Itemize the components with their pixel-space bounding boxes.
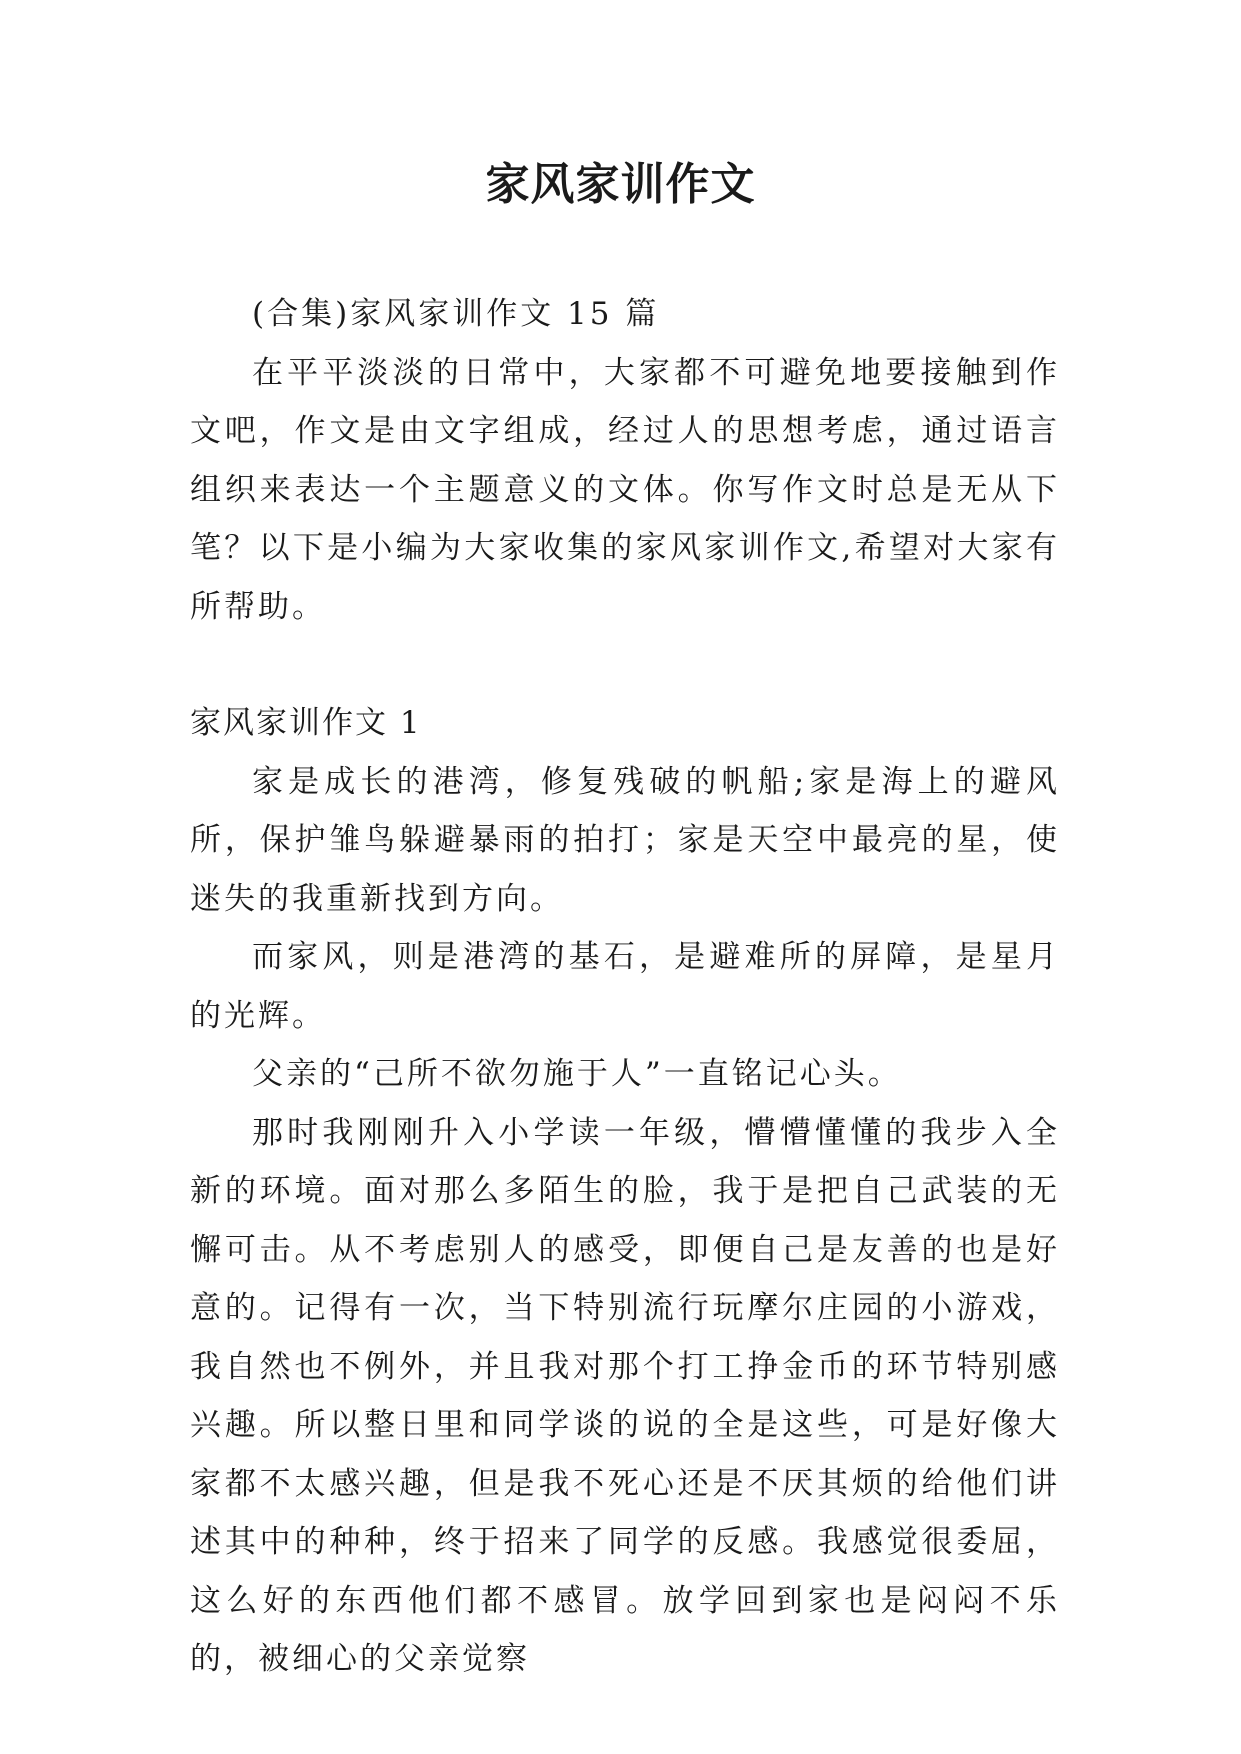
body-paragraph: 父亲的“己所不欲勿施于人”一直铭记心头。 — [252, 1056, 902, 1092]
section-heading: 家风家训作文 1 — [190, 705, 422, 741]
body-paragraph: 而家风，则是港湾的基石，是避难所的屏障，是星月的光辉。 — [190, 939, 1060, 1034]
collection-subtitle: (合集)家风家训作文 15 篇 — [252, 296, 660, 332]
body-paragraph: 家是成长的港湾，修复残破的帆船;家是海上的避风所，保护雏鸟躲避暴雨的拍打；家是天空中最亮的星，使迷失的我重新找到方向。 — [190, 763, 1060, 917]
intro-paragraph: 在平平淡淡的日常中，大家都不可避免地要接触到作文吧，作文是由文字组成，经过人的思想考虑，通过语言组织来表达一个主题意义的文体。你写作文时总是无从下笔？以下是小编为大家收集的家风家训作文,希望对大家有所帮助。 — [190, 354, 1060, 625]
document-body — [190, 285, 1060, 1689]
body-paragraph: 那时我刚刚升入小学读一年级，懵懵懂懂的我步入全新的环境。面对那么多陌生的脸，我于是把自己武装的无懈可击。从不考虑别人的感受，即便自己是友善的也是好意的。记得有一次，当下特别流行玩摩尔庄园的小游戏，我自然也不例外，并且我对那个打工挣金币的环节特别感兴趣。所以整日里和同学谈的说的全是这些，可是好像大家都不太感兴趣，但是我不死心还是不厌其烦的给他们讲述其中的种种，终于招来了同学的反感。我感觉很委屈，这么好的东西他们都不感冒。放学回到家也是闷闷不乐的，被细心的父亲觉察 — [190, 1114, 1060, 1677]
document-title: 家风家训作文 — [485, 159, 756, 210]
